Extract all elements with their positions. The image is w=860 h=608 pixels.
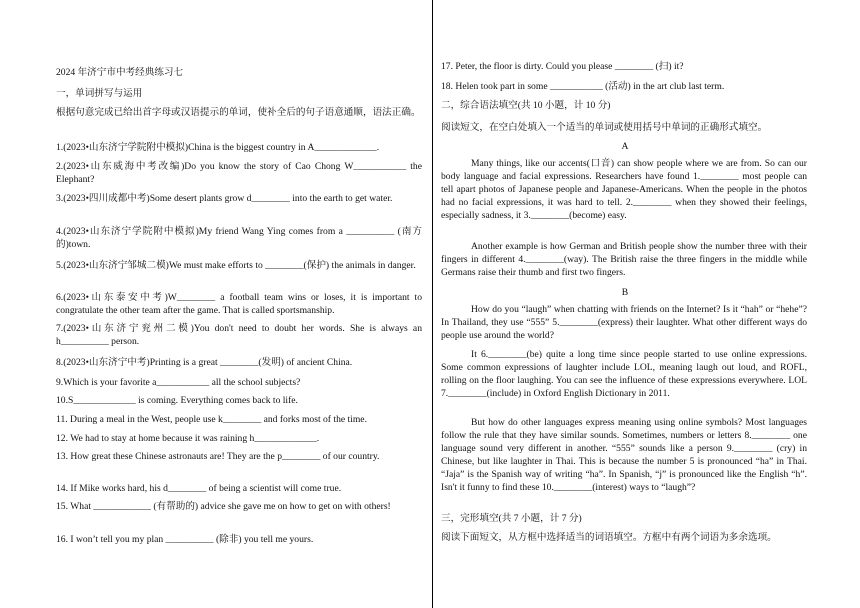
question-6: 6.(2023•山东泰安中考)W________ a football team wins or loses, it is important to congratulate the other team after the game. That is called sportsmanship.: [56, 292, 422, 316]
column-divider: [432, 0, 433, 608]
question-8: 8.(2023•山东济宁中考)Printing is a great ________(发明) of ancient China.: [56, 357, 353, 368]
question-12: 12. We had to stay at home because it was raining h_____________.: [56, 433, 320, 444]
question-5: 5.(2023•山东济宁邹城二模)We must make efforts to ________(保护) the animals in danger.: [56, 260, 416, 271]
question-4: 4.(2023•山东济宁学院附中模拟)My friend Wang Ying comes from a __________ (南方的)town.: [56, 226, 422, 250]
passage-b-paragraph-3: But how do other languages express meaning using online symbols? Most languages follow the rule that they have similar sounds. Sometimes, numbers or letters 8.________ one language sound very different in another. “555” sounds like a person 9.________ (cry) in Chinese, but like laughter in Thai. This is because the number 5 is pronounced “ha” in Thai. “Jaja” is the Spanish way of writing “ha”. In Spanish, “j” is pronounced like the English “h”. Isn't it funny to find these 10.________(interest) ways to “laugh”?: [441, 417, 807, 493]
question-10: 10.S_____________ is coming. Everything comes back to life.: [56, 395, 298, 406]
passage-b-label: B: [621, 287, 629, 298]
question-13: 13. How great these Chinese astronauts are! They are the p________ of our country.: [56, 451, 380, 462]
passage-b-paragraph-1: How do you “laugh” when chatting with friends on the Internet? Is it “hah” or “hehe”? In Thailand, they use “555” 5.________(express) their laughter. What other different ways do people use around the world?: [441, 304, 807, 341]
exam-title: 2024 年济宁市中考经典练习七: [56, 67, 184, 78]
question-17: 17. Peter, the floor is dirty. Could you please ________ (扫) it?: [441, 61, 684, 72]
question-18: 18. Helen took part in some ___________ (活动) in the art club last term.: [441, 81, 725, 92]
question-15: 15. What ____________ (有帮助的) advice she gave me on how to get on with others!: [56, 501, 391, 512]
question-3: 3.(2023•四川成都中考)Some desert plants grow d________ into the earth to get water.: [56, 193, 393, 204]
question-11: 11. During a meal in the West, people use k________ and forks most of the time.: [56, 414, 367, 425]
passage-b-paragraph-2: It 6.________(be) quite a long time since people started to use online expressions. Some common expressions of laughter include LOL, meaning laugh out loud, and ROFL, rolling on the floor laughing. You can see the influence of these expressions everywhere. LOL 7.________(include) in Oxford English Dictionary in 2011.: [441, 349, 807, 399]
section-1-instruction: 根据句意完成已给出首字母或汉语提示的单词，使补全后的句子语意通顺，语法正确。: [56, 107, 421, 118]
section-2-instruction: 阅读短文，在空白处填入一个适当的单词或使用括号中单词的正确形式填空。: [441, 122, 768, 133]
question-16: 16. I won’t tell you my plan __________ (除非) you tell me yours.: [56, 534, 314, 545]
section-3-heading: 三，完形填空(共 7 小题，计 7 分): [441, 513, 582, 524]
question-9: 9.Which is your favorite a___________ all the school subjects?: [56, 377, 301, 388]
section-1-heading: 一，单词拼写与运用: [56, 88, 143, 99]
passage-a-paragraph-1: Many things, like our accents(口音) can show people where we are from. So can our body language and facial expressions. Researchers have found 1.________ most people can tell apart photos of Japanese people and Japanese-Americans. When the people in the photos had no facial expressions, it was hard to tell. 2.________ when they showed their feelings, especially sadness, it 3.________(become) easy.: [441, 158, 807, 221]
section-2-heading: 二，综合语法填空(共 10 小题，计 10 分): [441, 100, 611, 111]
section-3-instruction: 阅读下面短文，从方框中选择适当的词语填空。方框中有两个词语为多余选项。: [441, 532, 777, 543]
question-7: 7.(2023•山东济宁兖州二模)You don't need to doubt her words. She is always an h__________ person.: [56, 323, 422, 347]
question-14: 14. If Mike works hard, his d________ of being a scientist will come true.: [56, 483, 342, 494]
question-1: 1.(2023•山东济宁学院附中模拟)China is the biggest country in A_____________.: [56, 142, 380, 153]
passage-a-paragraph-2: Another example is how German and British people show the number three with their fingers in different 4.________(way). The British raise the three fingers in the middle while Germans raise their thumb and first two fingers.: [441, 241, 807, 278]
question-2: 2.(2023•山东威海中考改编)Do you know the story of Cao Chong W___________ the Elephant?: [56, 161, 422, 185]
passage-a-label: A: [621, 141, 629, 152]
